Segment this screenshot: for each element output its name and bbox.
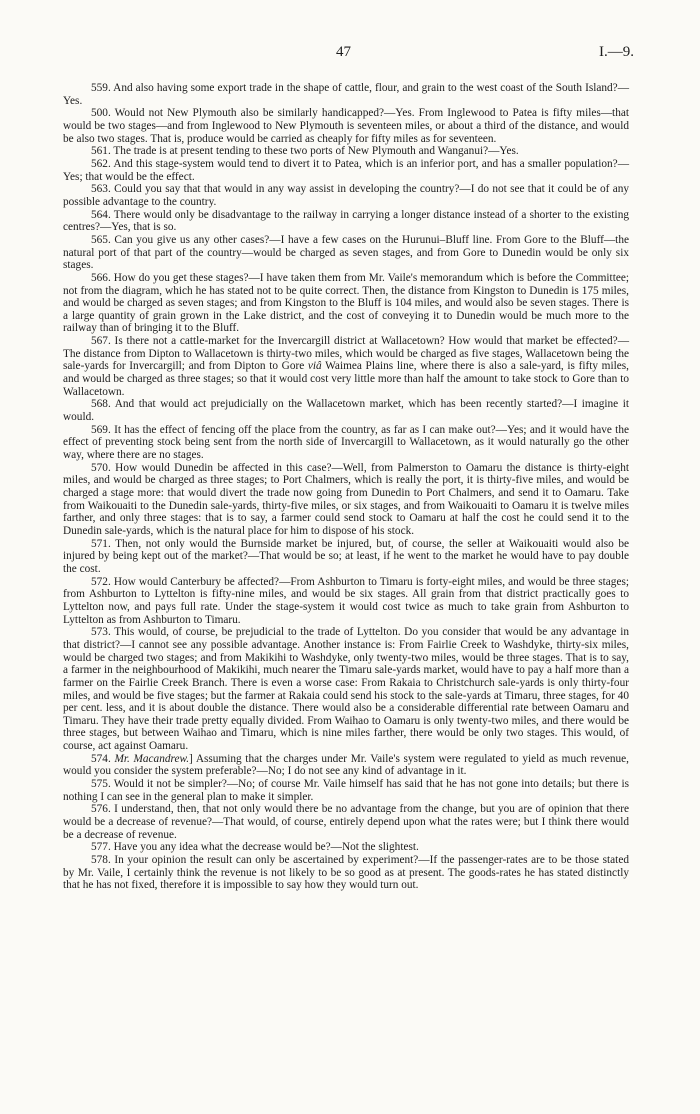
paragraph-574-part-1: 574. bbox=[91, 752, 115, 765]
paragraph-561: 561. The trade is at present tending to these two ports of New Plymouth and Wanganui?—Yes. bbox=[91, 145, 519, 158]
paragraph-574-speaker: Mr. Macandrew. bbox=[114, 752, 190, 765]
body-text bbox=[63, 82, 629, 892]
paragraph-573: 573. This would, of course, be prejudicial to the trade of Lyttelton. Do you consider that would be any advantage in that district?—I cannot see any possible advantage. Another instance is: From Fairlie Creek to Washdyke, thirty-six miles, would be charged two stages; and from Makikihi to Washdyke, only twenty-two miles, would be three stages. That is to say, a farmer in the neighbourhood of Makikihi, much nearer the Timaru sale-yards market, would have to pay a half more than a farmer on the Fairlie Creek Branch. There is even a worse case: From Rakaia to Christchurch sale-yards is only thirty-four miles, and would be five stages; but the farmer at Rakaia could send his stock to the sale-yards at Timaru, three stages, for 40 per cent. less, and it is about double the distance. There would also be a considerable differential rate between Oamaru and Timaru. They have their trade pretty equally divided. From Waihao to Oamaru is only twenty-two miles, and there would be three stages, but between Waihao and Timaru, which is nine miles farther, there would be only two stages. This would, of course, act against Oamaru. bbox=[63, 626, 629, 753]
paragraph-578: 578. In your opinion the result can only be ascertained by experiment?—If the passenger-rates are to be those stated by Mr. Vaile, I certainly think the revenue is not likely to be so good as at present. The goods-rates he has stated distinctly that he has not fixed, therefore it is impossible to say how they would turn out. bbox=[63, 854, 629, 892]
paragraph-562: 562. And this stage-system would tend to divert it to Patea, which is an inferior port, and has a smaller population?—Yes; that would be the effect. bbox=[63, 157, 629, 183]
page-header bbox=[0, 44, 700, 64]
paper-reference: I.—9. bbox=[599, 44, 634, 60]
page-number: 47 bbox=[336, 44, 351, 60]
paragraph-574-part-2: ] Assuming that the charges under Mr. Vaile's system were regulated to yield as much revenue, would you consider the system preferable?—No; I do not see any kind of advantage in it. bbox=[63, 752, 629, 778]
paragraph-569: 569. It has the effect of fencing off the place from the country, as far as I can make out?—Yes; and it would have the effect of preventing stock being sent from the north side of Invercargill to Wallacetown, as it would naturally go the other way, where there are no stages. bbox=[63, 423, 629, 462]
paragraph-568: 568. And that would act prejudicially on the Wallacetown market, which has been recently started?—I imagine it would. bbox=[63, 398, 629, 424]
paragraph-560: 500. Would not New Plymouth also be similarly handicapped?—Yes. From Inglewood to Patea is fifty miles—that would be two stages—and from Inglewood to New Plymouth is seventeen miles, or about a third of the distance, and would be also two stages. That is, produce would be carried as cheaply for fifty miles as for seventeen. bbox=[63, 107, 629, 145]
paragraph-567-part-2: Waimea Plains line, where there is also a sale-yard, is fifty miles, and would be charged as three stages; so that it would cost very little more than half the amount to take stock to Gore than to Wallacetown. bbox=[63, 360, 629, 398]
paragraph-565: 565. Can you give us any other cases?—I have a few cases on the Hurunui–Bluff line. From Gore to the Bluff—the natural port of that part of the country—would be charged as seven stages, and from Gore to Dunedin would be only six stages. bbox=[63, 233, 629, 272]
paragraph-567 bbox=[63, 335, 629, 398]
paragraph-559: 559. And also having some export trade in the shape of cattle, flour, and grain to the west coast of the South Island?—Yes. bbox=[63, 82, 629, 107]
paragraph-563: 563. Could you say that that would in any way assist in developing the country?—I do not see that it could be of any possible advantage to the country. bbox=[63, 183, 629, 208]
paragraph-574 bbox=[63, 753, 629, 778]
paragraph-571: 571. Then, not only would the Burnside market be injured, but, of course, the seller at Waikouaiti would also be injured by being kept out of the market?—That would be so; at least, if he went to the market he would have to pay double the cost. bbox=[63, 537, 629, 575]
paragraph-567-part-1: 567. Is there not a cattle-market for the Invercargill district at Wallacetown? How would that market be effected?—The distance from Dipton to Wallacetown is thirty-two miles, which would be charged as five stages, Wallacetown being the sale-yards for Invercargill; and from Dipton to Gore bbox=[63, 335, 629, 373]
paragraph-564: 564. There would only be disadvantage to the railway in carrying a longer distance instead of a shorter to the existing centres?—Yes, that is so. bbox=[63, 208, 629, 234]
paragraph-576: 576. I understand, then, that not only would there be no advantage from the change, but you are of opinion that there would be a decrease of revenue?—That would, of course, entirely depend upon what the rates were; but I think there would be a decrease of revenue. bbox=[63, 803, 629, 841]
paragraph-575: 575. Would it not be simpler?—No; of course Mr. Vaile himself has said that he has not gone into details; but there is nothing I can see in the general plan to make it simpler. bbox=[63, 778, 629, 803]
paragraph-567-italic: viâ bbox=[307, 360, 322, 373]
paragraph-577: 577. Have you any idea what the decrease would be?—Not the slightest. bbox=[91, 841, 419, 854]
paragraph-566: 566. How do you get these stages?—I have taken them from Mr. Vaile's memorandum which is before the Committee; not from the diagram, which he has stated not to be quite correct. Then, the distance from Kingston to Dunedin is 175 miles, and would be charged as seven stages; and from Kingston to the Bluff is 104 miles, and would also be seven stages. There is a large quantity of grain grown in the Lake district, and the cost of conveying it to Dunedin would be much more to the railway than of bringing it to the Bluff. bbox=[63, 271, 629, 335]
paragraph-572: 572. How would Canterbury be affected?—From Ashburton to Timaru is forty-eight miles, and would be three stages; from Ashburton to Lyttelton is fifty-nine miles, and would be six stages. All grain from that district practically goes to Lyttelton now, and pays full rate. Under the stage-system it would cost twice as much to take grain from Ashburton to Lyttelton as from Ashburton to Timaru. bbox=[63, 575, 629, 626]
paragraph-570: 570. How would Dunedin be affected in this case?—Well, from Palmerston to Oamaru the distance is thirty-eight miles, and would be charged as three stages; to Port Chalmers, which is really the port, it is thirty-five miles, and would be charged a stage more: that would divert the trade now going from Dunedin to Port Chalmers, and send it to Oamaru. Take from Waikouaiti to the Dunedin sale-yards, thirty-five miles, or six stages, and from Waikouaiti to Oamaru it is twelve miles farther, and only three stages: that is to say, a farmer could send stock to Oamaru at half the cost he could send it to the Dunedin sale-yards, which is the natural place for him to dispose of his stock. bbox=[63, 461, 629, 537]
